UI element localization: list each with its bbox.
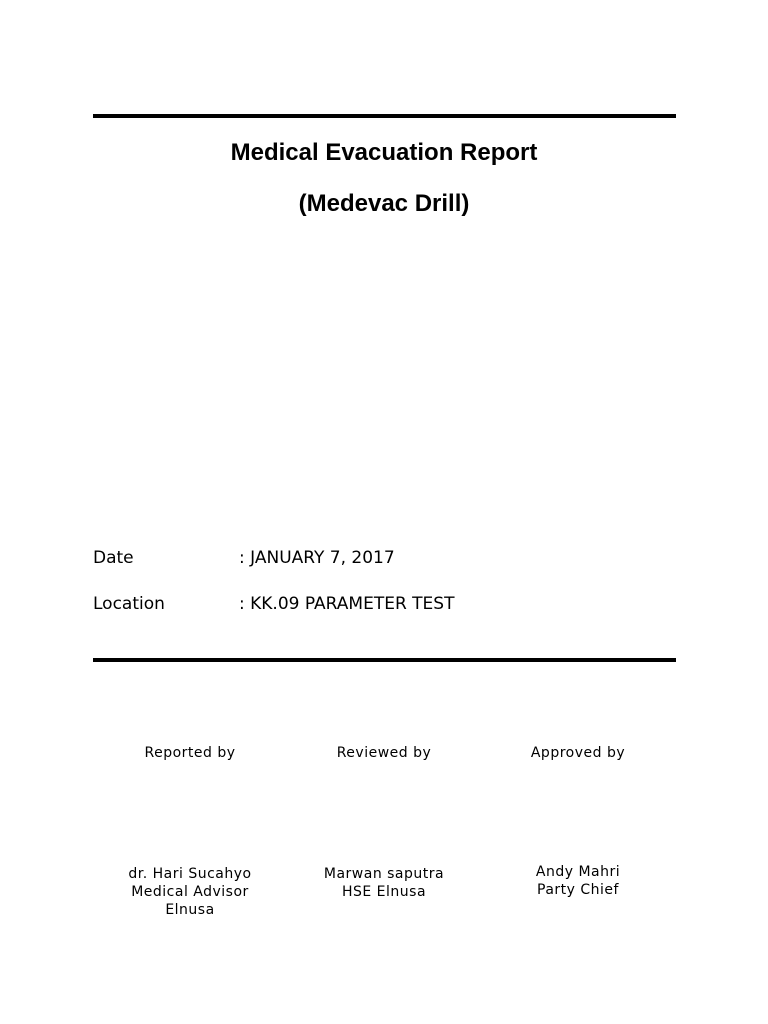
signature-role-reported: Reported by xyxy=(144,745,236,761)
signatory-line: Medical Advisor xyxy=(131,884,249,900)
top-divider xyxy=(93,114,676,118)
signatory-line: Party Chief xyxy=(537,882,619,898)
location-value: : KK.09 PARAMETER TEST xyxy=(239,594,455,614)
report-subtitle: (Medevac Drill) xyxy=(298,190,470,217)
signatory-line: Marwan saputra xyxy=(323,866,445,882)
signatory-approved xyxy=(478,863,678,899)
signatory-line: HSE Elnusa xyxy=(341,884,427,900)
date-label: Date xyxy=(93,548,134,568)
date-value: : JANUARY 7, 2017 xyxy=(239,548,395,568)
signature-role-reviewed: Reviewed by xyxy=(336,745,432,761)
signatory-line: dr. Hari Sucahyo xyxy=(128,866,252,882)
signatory-line: Elnusa xyxy=(165,902,215,918)
location-label: Location xyxy=(93,594,165,614)
signatory-line: Andy Mahri xyxy=(535,864,621,880)
bottom-divider xyxy=(93,658,676,662)
signature-role-approved: Approved by xyxy=(530,745,626,761)
signatory-reported xyxy=(90,865,290,919)
signatory-reviewed xyxy=(284,865,484,901)
report-title: Medical Evacuation Report xyxy=(230,139,538,166)
